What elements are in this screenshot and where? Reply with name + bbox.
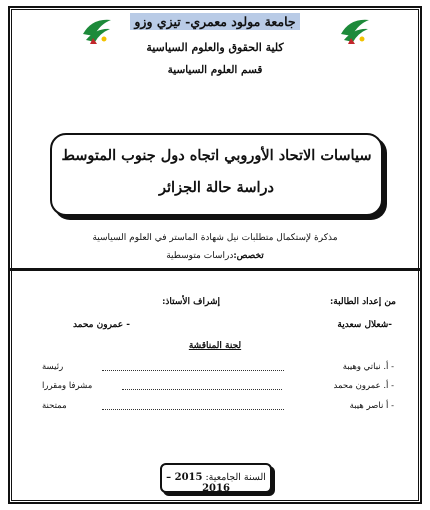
department-name: قسم العلوم السياسية xyxy=(167,64,263,76)
divider xyxy=(8,268,422,271)
dotted-leader xyxy=(122,389,282,390)
student-label: من إعداد الطالبة: xyxy=(329,297,396,307)
title-box xyxy=(50,133,383,216)
member-name: - أ. عمرون محمد xyxy=(333,381,394,391)
year-label: السنة الجامعية: xyxy=(205,472,266,483)
committee-member-row xyxy=(42,401,394,415)
specialty-value: دراسات متوسطية xyxy=(166,251,234,261)
thesis-subtitle: دراسة حالة الجزائر xyxy=(159,179,274,196)
supervisor-label: إشراف الأستاذ: xyxy=(162,297,220,307)
specialty xyxy=(0,251,430,261)
dotted-leader xyxy=(102,370,284,371)
member-role: رئيسة xyxy=(42,362,64,372)
committee-member-row xyxy=(42,362,394,376)
memo-purpose: مذكرة لإستكمال متطلبات نيل شهادة الماستر في العلوم السياسية xyxy=(92,233,338,243)
member-role: ممتحنة xyxy=(42,401,67,411)
committee-member-row xyxy=(42,381,394,395)
university-name: جامعة مولود معمري- تيزي وزو xyxy=(0,14,430,29)
member-name: - أ. نباتي وهيبة xyxy=(342,362,394,372)
specialty-label: تخصص: xyxy=(233,251,264,261)
dotted-leader xyxy=(102,409,284,410)
student-name: -شعلال سعدية xyxy=(337,320,392,330)
faculty-name: كلية الحقوق والعلوم السياسية xyxy=(146,41,284,54)
supervisor-name: - عمرون محمد xyxy=(72,320,130,330)
year-value: 2015 –2016 xyxy=(166,472,230,494)
member-name: - أ ناصر هيبة xyxy=(349,401,394,411)
academic-year-box xyxy=(160,463,272,493)
committee-title: لجنة المناقشة xyxy=(188,341,242,351)
member-role: مشرفا ومقررا xyxy=(42,381,93,391)
academic-year xyxy=(162,472,270,494)
thesis-title: سياسات الاتحاد الأوروبي اتجاه دول جنوب المتوسط xyxy=(61,147,372,164)
